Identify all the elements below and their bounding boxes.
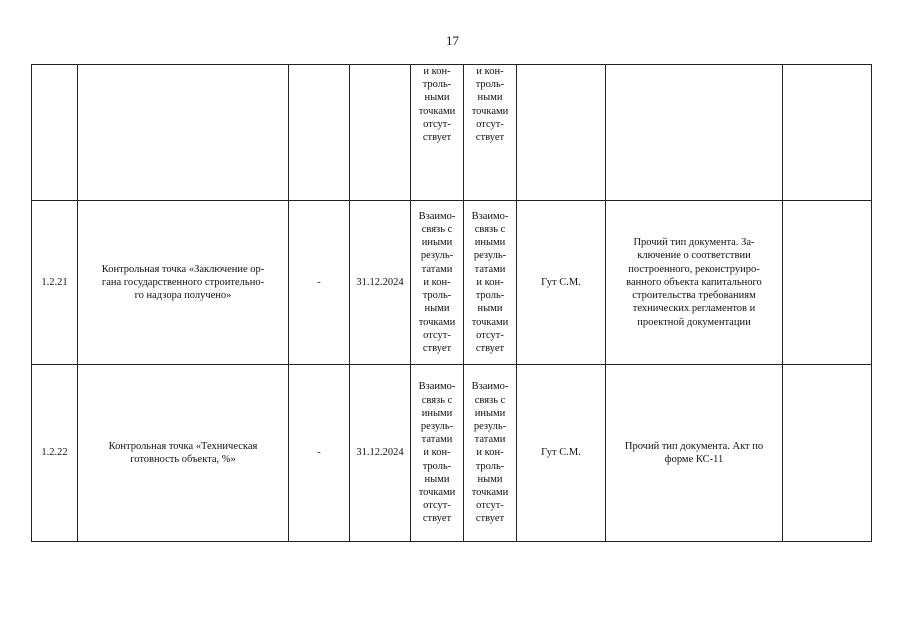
- row-prev-cell: -: [289, 365, 350, 542]
- row-responsible-cell: [517, 65, 606, 201]
- row-extra-cell: [783, 365, 872, 542]
- row-number-cell: 1.2.21: [32, 201, 78, 365]
- row-link-a-cell: Взаимо- связь с иными резуль- татами и кон- троль- ными точками отсут- ствует: [411, 201, 464, 365]
- control-points-table: [31, 64, 872, 542]
- row-number-cell: [32, 65, 78, 201]
- row-document-cell: Прочий тип документа. Акт по форме КС-11: [606, 365, 783, 542]
- row-extra-cell: [783, 201, 872, 365]
- row-link-b-cell: и кон- троль- ными точками отсут- ствует: [464, 65, 517, 201]
- row-link-a-cell: Взаимо- связь с иными резуль- татами и кон- троль- ными точками отсут- ствует: [411, 365, 464, 542]
- table-row: [32, 201, 872, 365]
- row-responsible-cell: Гут С.М.: [517, 365, 606, 542]
- row-name-cell: [78, 65, 289, 201]
- row-responsible-cell: Гут С.М.: [517, 201, 606, 365]
- page-number: 17: [446, 33, 459, 48]
- row-prev-cell: -: [289, 201, 350, 365]
- row-date-cell: 31.12.2024: [350, 201, 411, 365]
- row-link-b-cell: Взаимо- связь с иными резуль- татами и кон- троль- ными точками отсут- ствует: [464, 365, 517, 542]
- row-extra-cell: [783, 65, 872, 201]
- row-number-cell: 1.2.22: [32, 365, 78, 542]
- row-name-cell: Контрольная точка «Заключение ор- гана государственного строительно- го надзора получено»: [78, 201, 289, 365]
- row-document-cell: [606, 65, 783, 201]
- row-link-b-cell: Взаимо- связь с иными резуль- татами и кон- троль- ными точками отсут- ствует: [464, 201, 517, 365]
- table-row-continuation: [32, 65, 872, 201]
- row-date-cell: 31.12.2024: [350, 365, 411, 542]
- row-document-cell: Прочий тип документа. За- ключение о соответствии построенного, реконструиро- ванного объекта капитального строительства требованиям технических регламентов и проектной документации: [606, 201, 783, 365]
- row-prev-cell: [289, 65, 350, 201]
- row-name-cell: Контрольная точка «Техническая готовность объекта, %»: [78, 365, 289, 542]
- row-link-a-cell: и кон- троль- ными точками отсут- ствует: [411, 65, 464, 201]
- row-date-cell: [350, 65, 411, 201]
- table-row: [32, 365, 872, 542]
